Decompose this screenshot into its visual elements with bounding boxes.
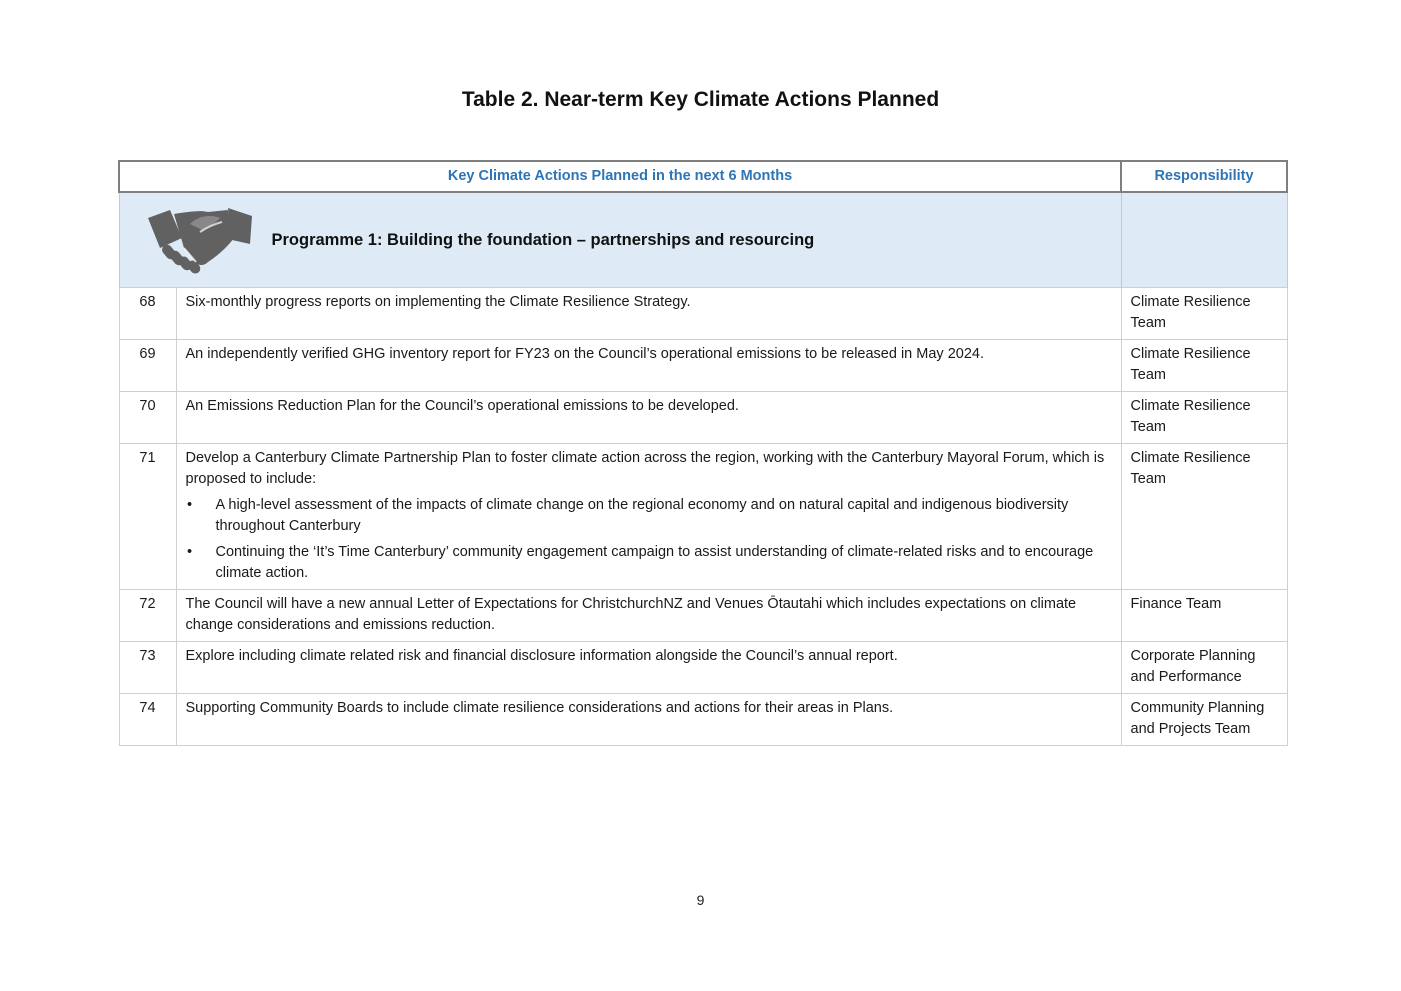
page-title: Table 2. Near-term Key Climate Actions Planned bbox=[461, 88, 940, 111]
action-responsibility: Climate Resilience Team bbox=[1121, 340, 1287, 392]
action-responsibility: Finance Team bbox=[1121, 590, 1287, 642]
header-actions: Key Climate Actions Planned in the next 6 Months bbox=[119, 161, 1121, 192]
action-responsibility: Climate Resilience Team bbox=[1121, 288, 1287, 340]
table-row bbox=[119, 288, 1287, 340]
handshake-icon bbox=[144, 204, 254, 276]
action-description-cell bbox=[176, 444, 1121, 590]
table-header-row bbox=[119, 161, 1287, 192]
action-bullet-item bbox=[186, 495, 1113, 537]
table-row bbox=[119, 590, 1287, 642]
bullet-dot-icon: • bbox=[186, 544, 193, 560]
bullet-dot-icon: • bbox=[186, 497, 193, 513]
table-row bbox=[119, 642, 1287, 694]
action-description: Supporting Community Boards to include climate resilience considerations and actions for their areas in Plans. bbox=[185, 700, 894, 716]
action-description-cell bbox=[176, 340, 1121, 392]
programme-title: Programme 1: Building the foundation – partnerships and resourcing bbox=[271, 230, 815, 249]
action-description: Six-monthly progress reports on implementing the Climate Resilience Strategy. bbox=[185, 294, 691, 310]
action-bullet-text: A high-level assessment of the impacts of climate change on the regional economy and on natural capital and indigenous biodiversity throughout Canterbury bbox=[215, 497, 1069, 534]
action-description-cell bbox=[176, 288, 1121, 340]
programme-cell bbox=[119, 192, 1121, 288]
header-responsibility: Responsibility bbox=[1121, 161, 1287, 192]
actions-table-container bbox=[118, 160, 1286, 746]
action-number: 73 bbox=[119, 642, 176, 694]
table-row bbox=[119, 444, 1287, 590]
action-description-cell bbox=[176, 642, 1121, 694]
action-description: Develop a Canterbury Climate Partnership Plan to foster climate action across the region, working with the Canterbury Mayoral Forum, which is proposed to include: bbox=[185, 450, 1105, 487]
programme-responsibility-cell bbox=[1121, 192, 1287, 288]
table-row bbox=[119, 694, 1287, 746]
actions-table bbox=[118, 160, 1288, 746]
action-responsibility: Climate Resilience Team bbox=[1121, 444, 1287, 590]
action-description-cell bbox=[176, 590, 1121, 642]
action-number: 68 bbox=[119, 288, 176, 340]
action-number: 70 bbox=[119, 392, 176, 444]
programme-row bbox=[119, 192, 1287, 288]
action-responsibility: Corporate Planning and Performance bbox=[1121, 642, 1287, 694]
action-description: Explore including climate related risk and financial disclosure information alongside the Council’s annual report. bbox=[185, 648, 898, 664]
table-row bbox=[119, 392, 1287, 444]
action-bullet-text: Continuing the ‘It’s Time Canterbury’ community engagement campaign to assist understanding of climate-related risks and to encourage climate action. bbox=[215, 544, 1094, 581]
action-number: 69 bbox=[119, 340, 176, 392]
action-bullet-item bbox=[186, 542, 1113, 584]
action-responsibility: Climate Resilience Team bbox=[1121, 392, 1287, 444]
action-number: 74 bbox=[119, 694, 176, 746]
action-description: An independently verified GHG inventory report for FY23 on the Council’s operational emissions to be released in May 2024. bbox=[185, 346, 984, 362]
action-bullet-list bbox=[186, 495, 1113, 584]
page-number: 9 bbox=[696, 892, 705, 908]
table-row bbox=[119, 340, 1287, 392]
action-responsibility: Community Planning and Projects Team bbox=[1121, 694, 1287, 746]
action-description-cell bbox=[176, 694, 1121, 746]
action-number: 71 bbox=[119, 444, 176, 590]
action-description-cell bbox=[176, 392, 1121, 444]
action-number: 72 bbox=[119, 590, 176, 642]
action-description: The Council will have a new annual Letter of Expectations for ChristchurchNZ and Venues Ōtautahi which includes expectations on climate change considerations and emissions reduction. bbox=[185, 596, 1077, 633]
action-description: An Emissions Reduction Plan for the Council’s operational emissions to be developed. bbox=[185, 398, 739, 414]
